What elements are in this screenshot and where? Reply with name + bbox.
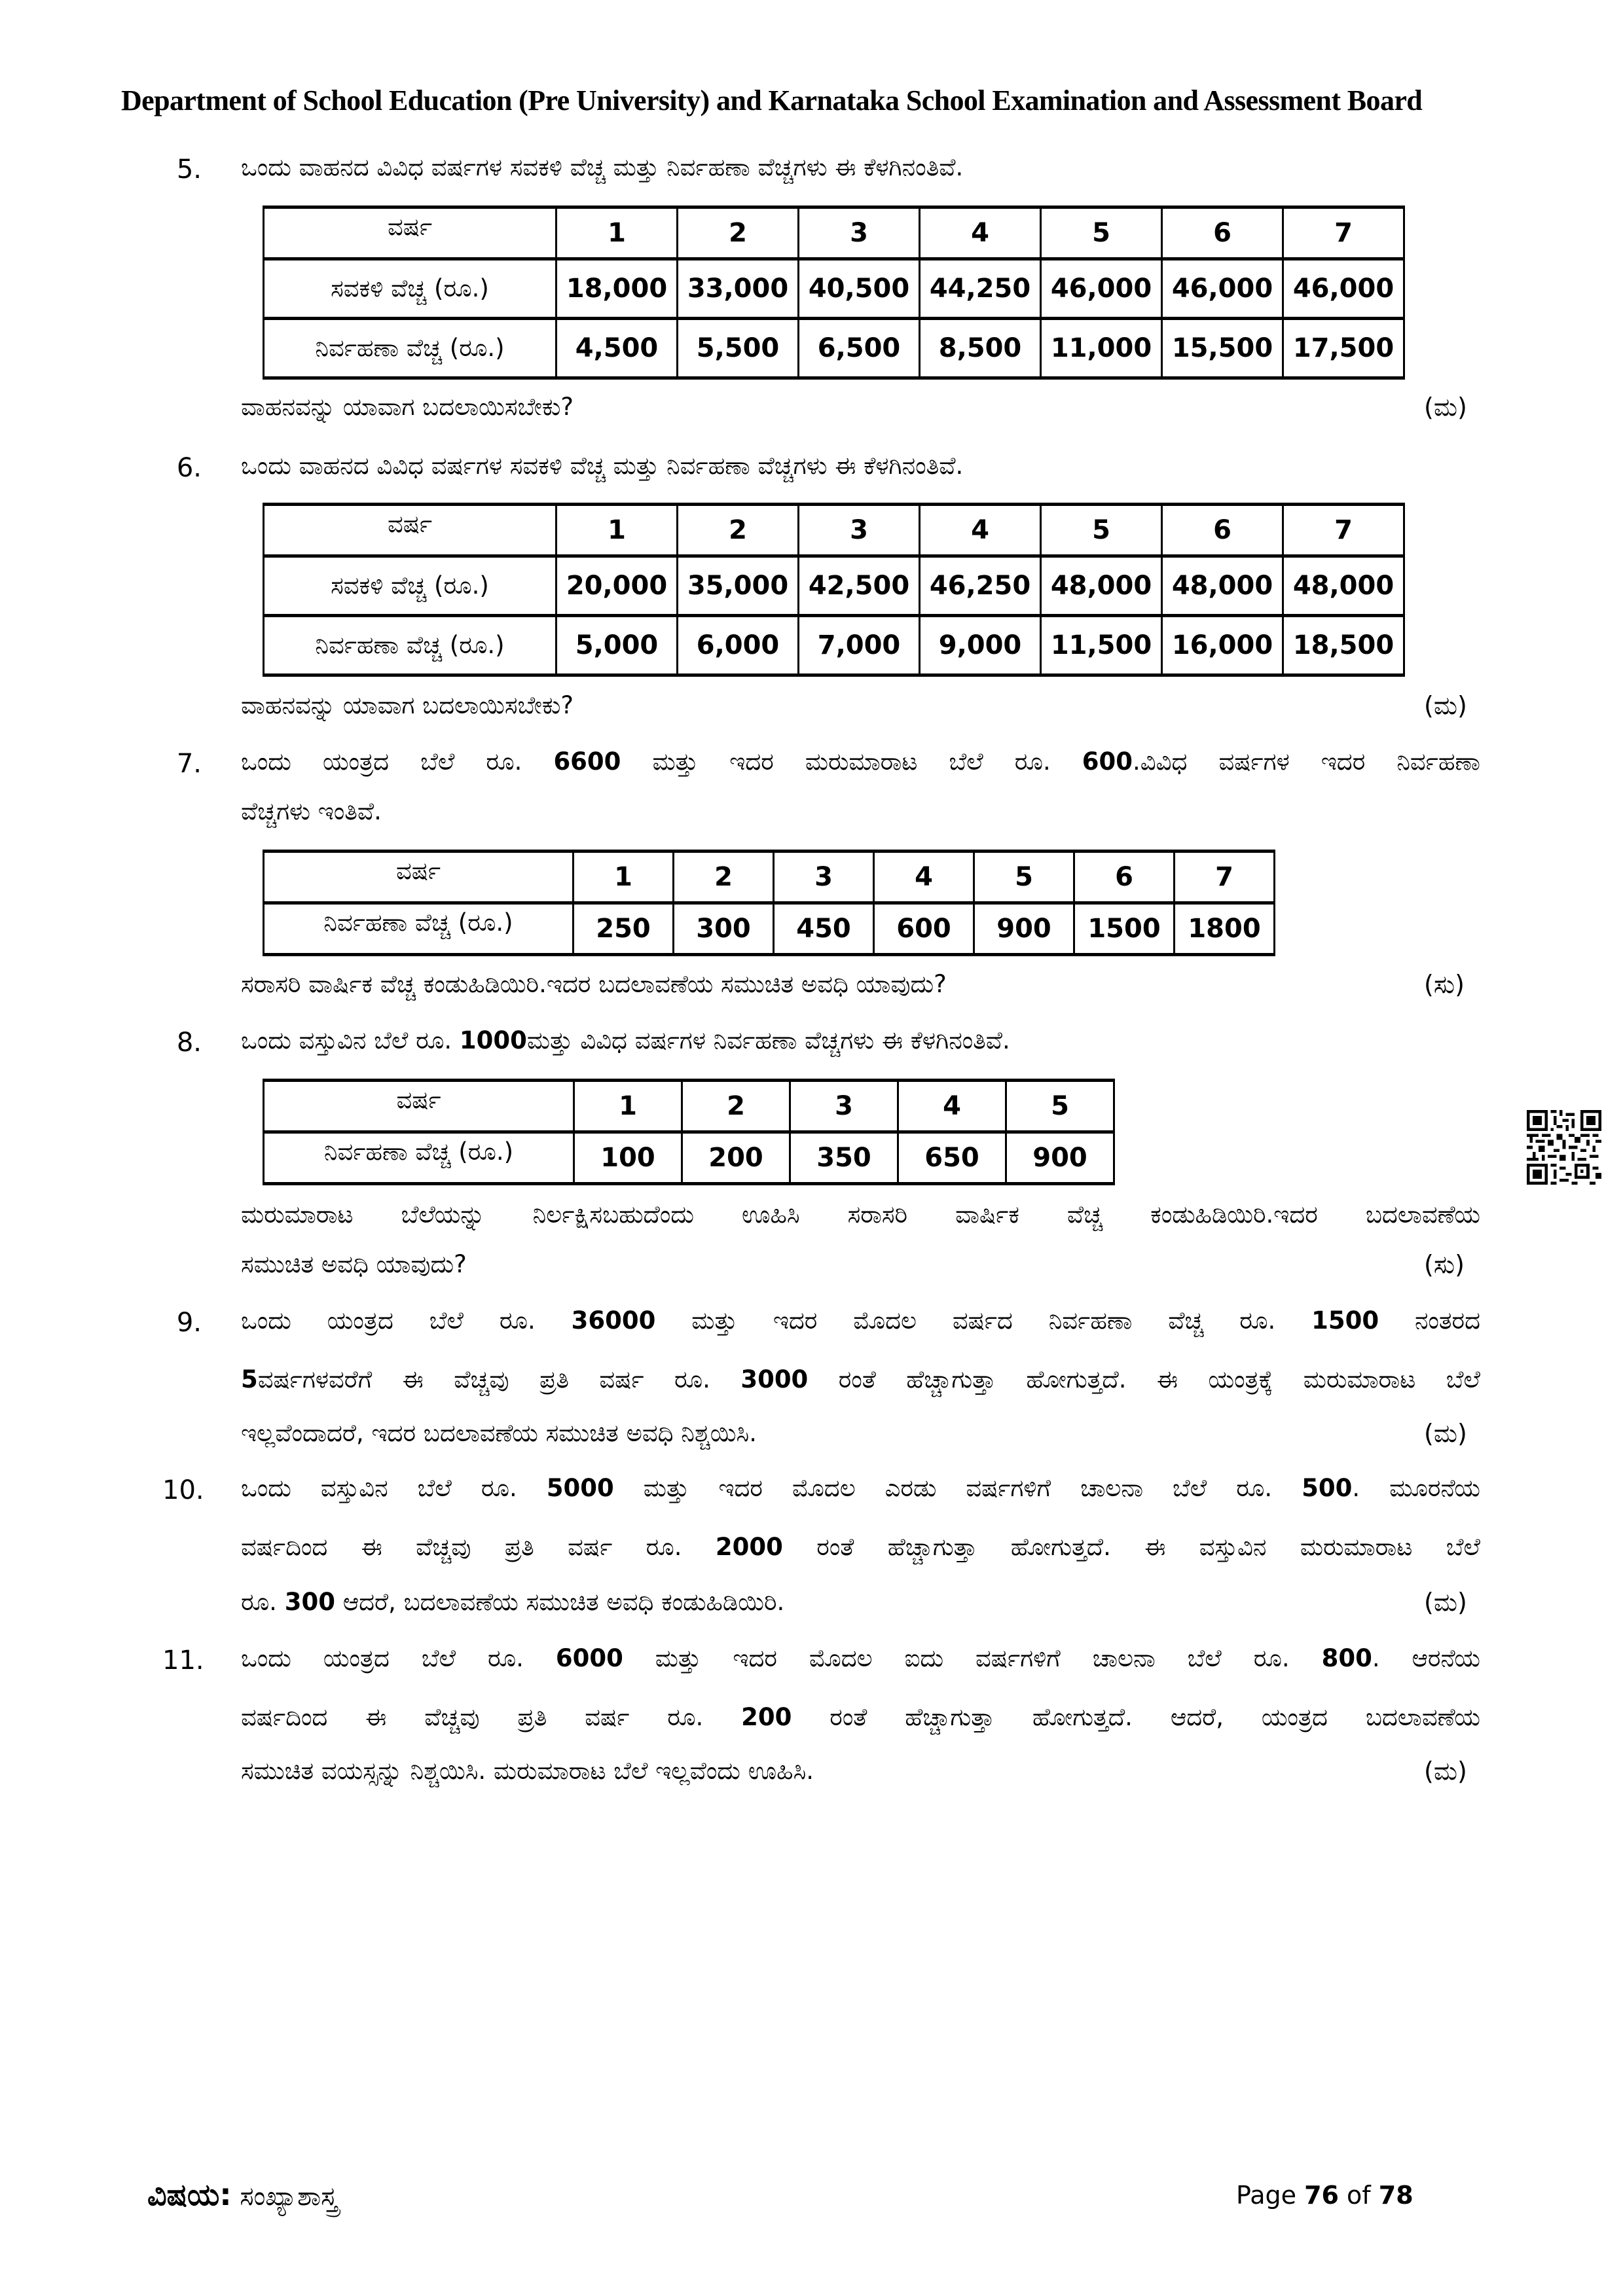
year-cell: 1 (556, 207, 678, 259)
question-text (241, 1367, 1480, 1393)
table-cell: 46,000 (1041, 259, 1162, 319)
year-cell: 4 (920, 505, 1041, 556)
year-cell: 6 (1162, 207, 1283, 259)
table-cell: 18,000 (556, 259, 678, 319)
table-cell: 250 (574, 903, 674, 955)
question-followup: ಸಮುಚಿತ ಅವಧಿ ಯಾವುದು? (241, 1250, 467, 1278)
year-cell: 1 (556, 505, 678, 556)
year-header-cell: ವರ್ಷ (264, 207, 556, 259)
question-number: 11. (162, 1645, 204, 1676)
table-row (264, 903, 1275, 955)
table-cell: 6,500 (799, 319, 920, 378)
table-cell: 46,000 (1283, 259, 1404, 319)
table-cell: 35,000 (678, 556, 799, 616)
year-header-cell: ವರ್ಷ (264, 852, 574, 903)
text-segment: ಒಂದು ಯಂತ್ರದ ಬೆಲೆ ರೂ. (241, 1306, 572, 1335)
bold-value: 600 (1082, 747, 1133, 776)
bold-value: 200 (741, 1703, 792, 1731)
text-segment: ಒಂದು ಯಂತ್ರದ ಬೆಲೆ ರೂ. (241, 1644, 556, 1672)
question-number: 9. (176, 1308, 202, 1338)
table-cell: 11,000 (1041, 319, 1162, 378)
question-text: ಒಂದು ವಾಹನದ ವಿವಿಧ ವರ್ಷಗಳ ಸವಕಳಿ ವೆಚ್ಚ ಮತ್ತು ನಿರ್ವಹಣಾ ವೆಚ್ಚಗಳು ಈ ಕೆಳಗಿನಂತಿವೆ. (241, 153, 964, 181)
text-segment: ನಂತರದ (1379, 1306, 1481, 1335)
bold-value: 3000 (740, 1365, 809, 1393)
question-followup: ವಾಹನವನ್ನು ಯಾವಾಗ ಬದಲಾಯಿಸಬೇಕು? (241, 691, 574, 719)
table-cell: 7,000 (799, 616, 920, 675)
question-followup: ಮರುಮಾರಾಟ ಬೆಲೆಯನ್ನು ನಿರ್ಲಕ್ಷಿಸಬಹುದೆಂದು ಊಹಿಸಿ ಸರಾಸರಿ ವಾರ್ಷಿಕ ವೆಚ್ಚ ಕಂಡುಹಿಡಿಯಿರಿ.ಇದರ ಬದಲಾವಣೆಯ (241, 1200, 1480, 1229)
table-cell: 46,250 (920, 556, 1041, 616)
table-cell: 20,000 (556, 556, 678, 616)
year-cell: 2 (674, 852, 774, 903)
marks-tag: (ಸು) (1424, 1250, 1465, 1279)
bold-value: 6000 (555, 1644, 623, 1672)
table-header-row (264, 207, 1404, 259)
table-cell: 6,000 (678, 616, 799, 675)
page-number (1236, 2181, 1413, 2210)
question-text (241, 1534, 1480, 1560)
text-segment: ಆದರೆ, ಬದಲಾವಣೆಯ ಸಮುಚಿತ ಅವಧಿ ಕಂಡುಹಿಡಿಯಿರಿ. (335, 1588, 785, 1616)
text-segment: ಒಂದು ವಸ್ತುವಿನ ಬೆಲೆ ರೂ. (241, 1474, 547, 1502)
bold-value: 300 (284, 1588, 335, 1616)
subject-label: ವಿಷಯ: (147, 2177, 232, 2212)
marks-tag: (ಮ) (1424, 1419, 1467, 1448)
question-text: ಸಮುಚಿತ ವಯಸ್ಸನ್ನು ನಿಶ್ಚಯಿಸಿ. ಮರುಮಾರಾಟ ಬೆಲೆ ಇಲ್ಲವೆಂದು ಊಹಿಸಿ. (241, 1757, 814, 1785)
marks-tag: (ಮ) (1424, 1757, 1467, 1785)
text-segment: ಮತ್ತು ಇದರ ಮರುಮಾರಾಟ ಬೆಲೆ ರೂ. (621, 747, 1082, 776)
table-cell: 900 (974, 903, 1074, 955)
bold-value: 36000 (571, 1306, 656, 1335)
bold-value: 5000 (546, 1474, 614, 1502)
table-cell: 8,500 (920, 319, 1041, 378)
table-cell: 15,500 (1162, 319, 1283, 378)
question-number: 7. (176, 749, 202, 779)
text-segment: ಒಂದು ವಸ್ತುವಿನ ಬೆಲೆ ರೂ. (241, 1026, 460, 1054)
text-segment: ವರ್ಷಗಳವರೆಗೆ ಈ ವೆಚ್ಚವು ಪ್ರತಿ ವರ್ಷ ರೂ. (257, 1365, 741, 1393)
year-cell: 1 (574, 1081, 682, 1132)
row-label: ಸವಕಳಿ ವೆಚ್ಚ (ರೂ.) (264, 259, 556, 319)
year-cell: 5 (1041, 207, 1162, 259)
question-followup: ವಾಹನವನ್ನು ಯಾವಾಗ ಬದಲಾಯಿಸಬೇಕು? (241, 393, 574, 421)
page-header-title: Department of School Education (Pre University) and Karnataka School Examination and Assessment Board (121, 84, 1423, 117)
bold-value: 1500 (1311, 1306, 1379, 1335)
table-cell: 48,000 (1162, 556, 1283, 616)
question-text (241, 1475, 1480, 1501)
question-text (241, 1704, 1480, 1731)
table-cell: 5,000 (556, 616, 678, 675)
table-row (264, 616, 1404, 675)
year-cell: 2 (678, 505, 799, 556)
question-text: ಒಂದು ವಾಹನದ ವಿವಿಧ ವರ್ಷಗಳ ಸವಕಳಿ ವೆಚ್ಚ ಮತ್ತು ನಿರ್ವಹಣಾ ವೆಚ್ಚಗಳು ಈ ಕೆಳಗಿನಂತಿವೆ. (241, 452, 964, 480)
question-text (241, 1028, 1010, 1054)
year-cell: 6 (1074, 852, 1175, 903)
table-cell: 600 (874, 903, 974, 955)
text-segment: ರಂತೆ ಹೆಚ್ಚಾಗುತ್ತಾ ಹೋಗುತ್ತದೆ. ಆದರೆ, ಯಂತ್ರದ ಬದಲಾವಣೆಯ (792, 1703, 1480, 1731)
year-cell: 3 (799, 207, 920, 259)
table-cell: 4,500 (556, 319, 678, 378)
question-text (241, 1645, 1480, 1672)
marks-tag: (ಮ) (1424, 393, 1467, 422)
page-of: of (1338, 2181, 1379, 2210)
data-table (263, 206, 1405, 380)
data-table (263, 1079, 1115, 1185)
table-cell: 1500 (1074, 903, 1175, 955)
year-header-cell: ವರ್ಷ (264, 505, 556, 556)
year-cell: 4 (920, 207, 1041, 259)
year-cell: 3 (790, 1081, 898, 1132)
question-text (241, 1589, 784, 1615)
table-row (264, 1132, 1114, 1184)
bold-value: 6600 (553, 747, 621, 776)
bold-value: 2000 (715, 1533, 783, 1561)
table-cell: 33,000 (678, 259, 799, 319)
data-table (263, 850, 1275, 956)
row-label: ನಿರ್ವಹಣಾ ವೆಚ್ಚ (ರೂ.) (264, 616, 556, 675)
page-total: 78 (1378, 2181, 1413, 2210)
year-cell: 4 (898, 1081, 1006, 1132)
table-row (264, 319, 1404, 378)
text-segment: ಒಂದು ಯಂತ್ರದ ಬೆಲೆ ರೂ. (241, 747, 554, 776)
text-segment: ಮತ್ತು ವಿವಿಧ ವರ್ಷಗಳ ನಿರ್ವಹಣಾ ವೆಚ್ಚಗಳು ಈ ಕೆಳಗಿನಂತಿವೆ. (526, 1026, 1010, 1054)
table-cell: 11,500 (1041, 616, 1162, 675)
text-segment: ರಂತೆ ಹೆಚ್ಚಾಗುತ್ತಾ ಹೋಗುತ್ತದೆ. ಈ ಯಂತ್ರಕ್ಕೆ ಮರುಮಾರಾಟ ಬೆಲೆ (808, 1365, 1480, 1393)
year-cell: 5 (1041, 505, 1162, 556)
table-cell: 46,000 (1162, 259, 1283, 319)
question-number: 5. (176, 154, 202, 185)
subject-value: ಸಂಖ್ಯಾಶಾಸ್ತ್ರ (240, 2181, 338, 2212)
table-cell: 200 (682, 1132, 790, 1184)
table-header-row (264, 852, 1275, 903)
table-cell: 42,500 (799, 556, 920, 616)
year-cell: 3 (774, 852, 874, 903)
year-cell: 6 (1162, 505, 1283, 556)
row-label: ನಿರ್ವಹಣಾ ವೆಚ್ಚ (ರೂ.) (264, 1132, 574, 1184)
text-segment: ವರ್ಷದಿಂದ ಈ ವೆಚ್ಚವು ಪ್ರತಿ ವರ್ಷ ರೂ. (241, 1703, 742, 1731)
table-cell: 1800 (1175, 903, 1275, 955)
marks-tag: (ಸು) (1424, 970, 1465, 999)
footer-subject (147, 2177, 338, 2214)
text-segment: . ಮೂರನೆಯ (1352, 1474, 1480, 1502)
text-segment: ರೂ. (241, 1588, 285, 1616)
question-text (241, 1308, 1480, 1334)
year-cell: 7 (1175, 852, 1275, 903)
question-text: ಇಲ್ಲವೆಂದಾದರೆ, ಇದರ ಬದಲಾವಣೆಯ ಸಮುಚಿತ ಅವಧಿ ನಿಶ್ಚಯಿಸಿ. (241, 1419, 757, 1447)
row-label: ನಿರ್ವಹಣಾ ವೆಚ್ಚ (ರೂ.) (264, 319, 556, 378)
marks-tag: (ಮ) (1424, 1588, 1467, 1617)
table-cell: 450 (774, 903, 874, 955)
text-segment: . ಆರನೆಯ (1372, 1644, 1480, 1672)
table-cell: 100 (574, 1132, 682, 1184)
bold-value: 5 (241, 1365, 258, 1393)
table-cell: 48,000 (1041, 556, 1162, 616)
table-cell: 300 (674, 903, 774, 955)
table-cell: 900 (1006, 1132, 1114, 1184)
text-segment: .ವಿವಿಧ ವರ್ಷಗಳ ಇದರ ನಿರ್ವಹಣಾ (1133, 747, 1480, 776)
bold-value: 1000 (459, 1026, 527, 1054)
table-cell: 650 (898, 1132, 1006, 1184)
year-cell: 2 (682, 1081, 790, 1132)
data-table (263, 503, 1405, 677)
year-cell: 7 (1283, 207, 1404, 259)
qr-code-icon (1527, 1110, 1601, 1185)
question-text (241, 749, 1480, 775)
marks-tag: (ಮ) (1424, 691, 1467, 720)
table-cell: 18,500 (1283, 616, 1404, 675)
page-current: 76 (1304, 2181, 1339, 2210)
table-header-row (264, 1081, 1114, 1132)
table-cell: 16,000 (1162, 616, 1283, 675)
table-cell: 350 (790, 1132, 898, 1184)
text-segment: ಮತ್ತು ಇದರ ಮೊದಲ ವರ್ಷದ ನಿರ್ವಹಣಾ ವೆಚ್ಚ ರೂ. (655, 1306, 1312, 1335)
table-cell: 9,000 (920, 616, 1041, 675)
question-text: ವೆಚ್ಚಗಳು ಇಂತಿವೆ. (241, 797, 382, 825)
table-row (264, 556, 1404, 616)
year-cell: 2 (678, 207, 799, 259)
table-row (264, 259, 1404, 319)
question-number: 8. (176, 1028, 202, 1058)
question-followup: ಸರಾಸರಿ ವಾರ್ಷಿಕ ವೆಚ್ಚ ಕಂಡುಹಿಡಿಯಿರಿ.ಇದರ ಬದಲಾವಣೆಯ ಸಮುಚಿತ ಅವಧಿ ಯಾವುದು? (241, 970, 947, 998)
table-cell: 44,250 (920, 259, 1041, 319)
year-cell: 4 (874, 852, 974, 903)
year-header-cell: ವರ್ಷ (264, 1081, 574, 1132)
table-cell: 40,500 (799, 259, 920, 319)
bold-value: 800 (1321, 1644, 1372, 1672)
page-prefix: Page (1236, 2181, 1305, 2210)
year-cell: 7 (1283, 505, 1404, 556)
year-cell: 5 (974, 852, 1074, 903)
table-cell: 17,500 (1283, 319, 1404, 378)
text-segment: ಮತ್ತು ಇದರ ಮೊದಲ ಎರಡು ವರ್ಷಗಳಿಗೆ ಚಾಲನಾ ಬೆಲೆ ರೂ. (613, 1474, 1302, 1502)
question-number: 10. (162, 1475, 204, 1505)
year-cell: 3 (799, 505, 920, 556)
table-cell: 48,000 (1283, 556, 1404, 616)
bold-value: 500 (1302, 1474, 1353, 1502)
table-cell: 5,500 (678, 319, 799, 378)
row-label: ನಿರ್ವಹಣಾ ವೆಚ್ಚ (ರೂ.) (264, 903, 574, 955)
table-header-row (264, 505, 1404, 556)
text-segment: ಮತ್ತು ಇದರ ಮೊದಲ ಐದು ವರ್ಷಗಳಿಗೆ ಚಾಲನಾ ಬೆಲೆ ರೂ. (623, 1644, 1322, 1672)
year-cell: 5 (1006, 1081, 1114, 1132)
row-label: ಸವಕಳಿ ವೆಚ್ಚ (ರೂ.) (264, 556, 556, 616)
text-segment: ವರ್ಷದಿಂದ ಈ ವೆಚ್ಚವು ಪ್ರತಿ ವರ್ಷ ರೂ. (241, 1533, 716, 1561)
text-segment: ರಂತೆ ಹೆಚ್ಚಾಗುತ್ತಾ ಹೋಗುತ್ತದೆ. ಈ ವಸ್ತುವಿನ ಮರುಮಾರಾಟ ಬೆಲೆ (782, 1533, 1480, 1561)
year-cell: 1 (574, 852, 674, 903)
question-number: 6. (176, 453, 202, 483)
